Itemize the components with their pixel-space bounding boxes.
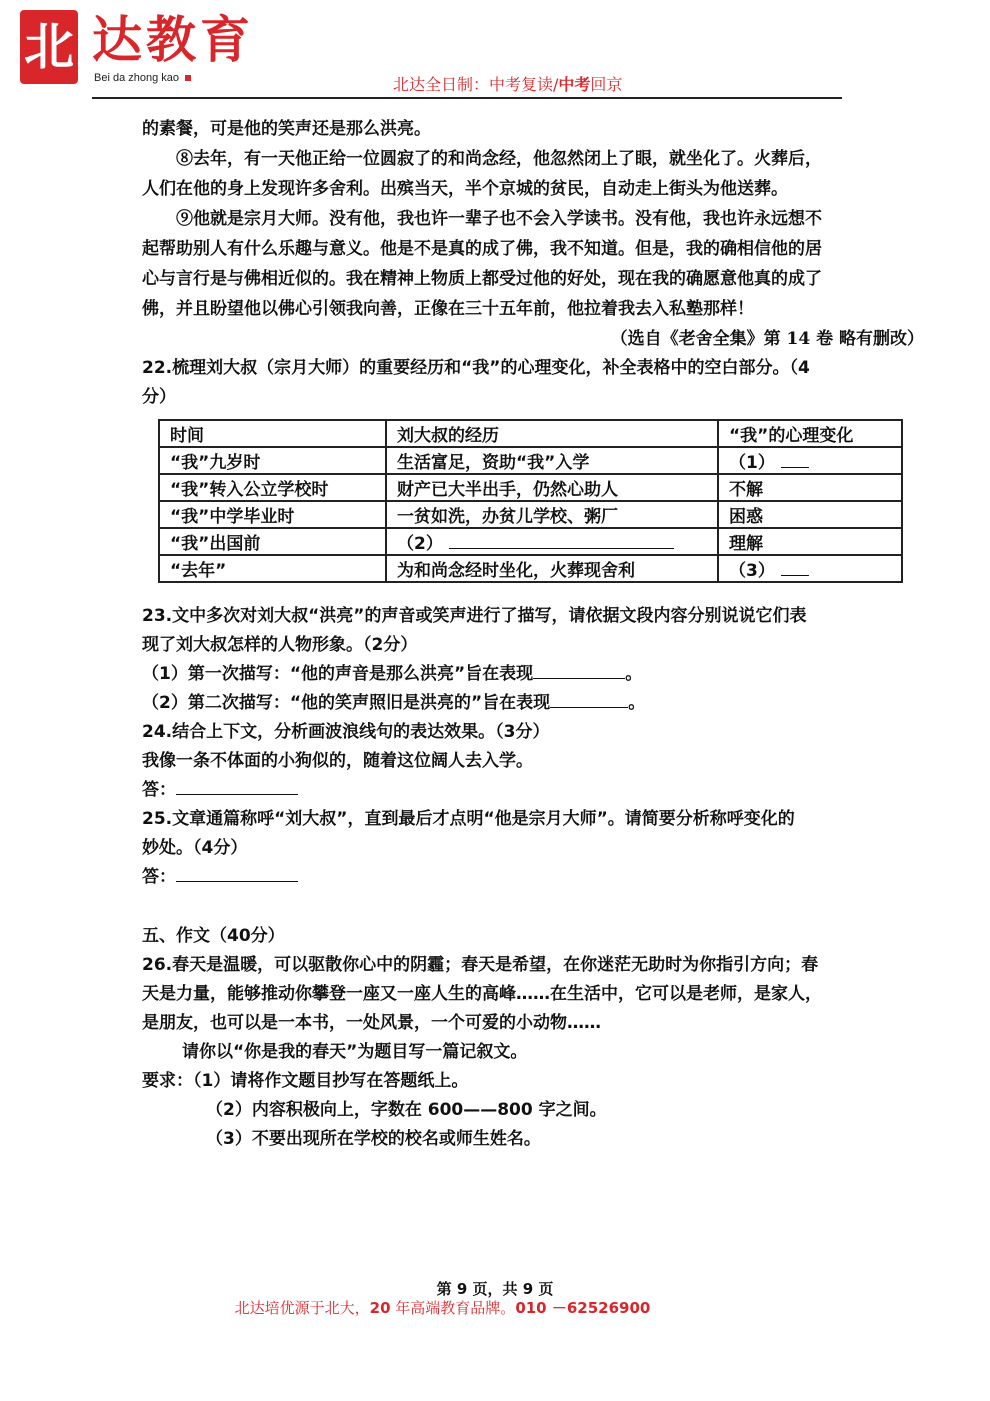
q25-answer-label: 答： [142,867,176,887]
table-cell-label: （3） [729,561,775,581]
table-cell: 为和尚念经时坐化，火葬现舍利 [386,555,718,582]
passage-source: （选自《老舍全集》第 14 卷 略有删改） [610,329,924,349]
header-slogan-c: 回京 [590,75,623,94]
logo-square-icon [185,75,191,81]
q26-line: 26.春天是温暖，可以驱散你心中的阴霾；春天是希望，在你迷茫无助时为你指引方向；春 [142,955,819,975]
q23-sub1 [142,660,932,689]
table-header-cell: 刘大叔的经历 [386,420,718,447]
q24-answer-label: 答： [142,780,176,800]
footer-slogan-c: 年高端教育品牌。 [390,1299,516,1317]
header-slogan-b: 中考 [558,75,591,94]
table-cell: 理解 [718,528,902,555]
table-cell-blank[interactable] [386,528,718,555]
logo-char: 北 [24,18,74,76]
q23-line: 23.文中多次对刘大叔“洪亮”的声音或笑声进行了描写，请依据文段内容分别说说它们表 [142,606,807,626]
req-3: （3）不要出现所在学校的校名或师生姓名。 [206,1129,541,1149]
q23-sub2 [142,689,932,718]
experience-table [158,419,903,583]
req-2: （2）内容积极向上，字数在 600——800 字之间。 [206,1100,607,1120]
footer-slogan [0,1297,885,1318]
answer-blank[interactable] [449,534,674,549]
table-cell: 生活富足，资助“我”入学 [386,447,718,474]
q26-line: 是朋友，也可以是一本书，一处风景，一个可爱的小动物…… [142,1013,601,1033]
table-row [159,555,902,582]
req-1: （1）请将作文题目抄写在答题纸上。 [193,1071,469,1091]
q22-line: 22.梳理刘大叔（宗月大师）的重要经历和“我”的心理变化，补全表格中的空白部分。（4 [142,358,810,378]
passage-line: 心与言行是与佛相近似的。我在精神上物质上都受过他的好处，现在我的确愿意他真的成了 [142,269,822,289]
table-row [159,501,902,528]
answer-blank[interactable] [176,867,298,882]
passage-line: 的素餐，可是他的笑声还是那么洪亮。 [142,119,431,139]
q26-prompt: 请你以“你是我的春天”为题目写一篇记叙文。 [182,1042,528,1062]
section-gap [142,892,932,922]
req-label: 要求： [142,1071,193,1091]
q25-line: 妙处。（4分） [142,838,248,858]
q24-line: 24.结合上下文，分析画波浪线句的表达效果。（3分） [142,722,550,742]
header-slogan-a: 北达全日制：中考复读/ [393,75,559,94]
q24-answer [142,776,932,805]
q23-sub1-end: 。 [625,664,643,684]
section-5-title: 五、作文（40分） [142,926,285,946]
table-cell: 一贫如洗，办贫儿学校、粥厂 [386,501,718,528]
table-cell: “去年” [159,555,386,582]
logo-text: 达教育 [92,10,254,69]
page-content [142,114,932,1154]
answer-blank[interactable] [550,693,628,708]
footer-phone: 010 －62526900 [515,1299,651,1317]
q25-line: 25.文章通篇称呼“刘大叔”，直到最后才点明“他是宗月大师”。请简要分析称呼变化的 [142,809,795,829]
q23-sub1-text: （1）第一次描写：“他的声音是那么洪亮”旨在表现 [142,664,534,684]
passage-line: 人们在他的身上发现许多舍利。出殡当天，半个京城的贫民，自动走上街头为他送葬。 [142,179,788,199]
q26-line: 天是力量，能够推动你攀登一座又一座人生的高峰……在生活中，它可以是老师，是家人， [142,984,822,1004]
table-cell: 困惑 [718,501,902,528]
passage-line: ⑧去年，有一天他正给一位圆寂了的和尚念经，他忽然闭上了眼，就坐化了。火葬后， [176,149,822,169]
header-slogan [393,72,622,95]
table-cell: “我”出国前 [159,528,386,555]
table-cell-blank[interactable] [718,555,902,582]
table-cell: 不解 [718,474,902,501]
table-cell: “我”九岁时 [159,447,386,474]
table-cell-label: （2） [397,534,443,554]
q23-sub2-text: （2）第二次描写：“他的笑声照旧是洪亮的”旨在表现 [142,693,551,713]
table-row [159,447,902,474]
table-cell: “我”中学毕业时 [159,501,386,528]
table-row [159,528,902,555]
answer-blank[interactable] [176,780,298,795]
logo-subtitle-text: Bei da zhong kao [94,72,180,84]
table-cell: “我”转入公立学校时 [159,474,386,501]
table-header-row [159,420,902,447]
table-cell: 财产已大半出手，仍然心助人 [386,474,718,501]
footer-slogan-a: 北达培优源于北大， [234,1299,370,1317]
q22-line: 分） [142,387,176,407]
logo-mark [20,10,78,84]
q26-requirements [142,1067,932,1096]
q25-answer [142,863,932,892]
answer-blank[interactable] [781,453,809,468]
table-header-cell: 时间 [159,420,386,447]
table-row [159,474,902,501]
footer-slogan-b: 20 [369,1299,391,1317]
table-cell-blank[interactable] [718,447,902,474]
table-cell-label: （1） [729,453,775,473]
answer-blank[interactable] [781,561,809,576]
passage-line: 起帮助别人有什么乐趣与意义。他是不是真的成了佛，我不知道。但是，我的确相信他的居 [142,239,822,259]
logo-subtitle [94,72,191,84]
passage-line: ⑨他就是宗月大师。没有他，我也许一辈子也不会入学读书。没有他，我也许永远想不 [176,209,822,229]
table-header-cell: “我”的心理变化 [718,420,902,447]
q24-sentence: 我像一条不体面的小狗似的，随着这位阔人去入学。 [142,751,533,771]
page-number: 第 9 页，共 9 页 [436,1280,554,1298]
header-divider [92,97,842,99]
answer-blank[interactable] [533,664,625,679]
q23-sub2-end: 。 [628,693,646,713]
q23-line: 现了刘大叔怎样的人物形象。（2分） [142,635,418,655]
passage-line: 佛，并且盼望他以佛心引领我向善，正像在三十五年前，他拉着我去入私塾那样！ [142,299,754,319]
